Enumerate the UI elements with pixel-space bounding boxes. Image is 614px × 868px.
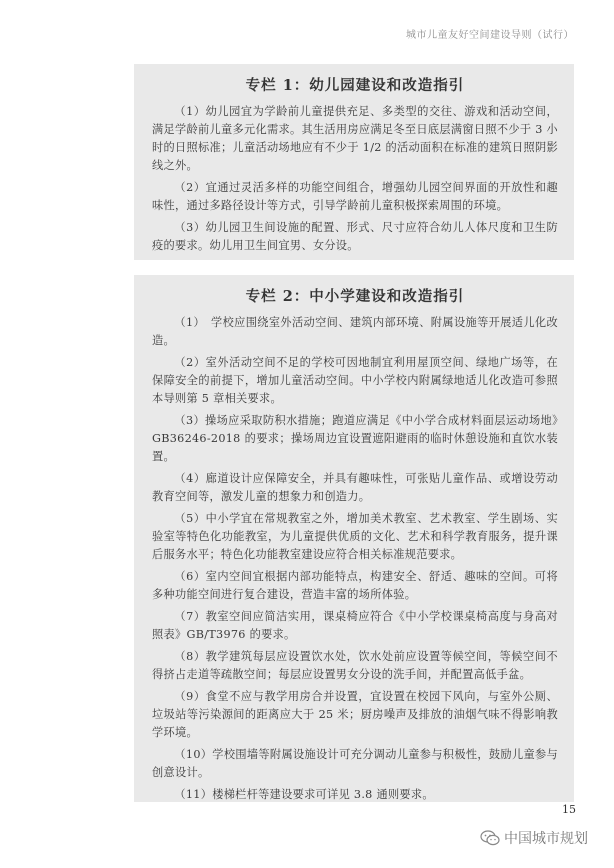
box-paragraph: （2）室外活动空间不足的学校可因地制宜利用屋顶空间、绿地广场等，在保障安全的前提下，增加儿童活动空间。中小学校内附属绿地适儿化改造可参照本导则第 5 章相关要求。: [152, 356, 558, 405]
box-paragraph: （9）食堂不应与教学用房合并设置，宜设置在校园下风向，与室外公厕、垃圾站等污染源间的距离应大于 25 米；厨房噪声及排放的油烟气味不得影响教学环境。: [152, 690, 558, 739]
box-paragraph: （3）操场应采取防积水措施；跑道应满足《中小学合成材料面层运动场地》GB36246-2018 的要求；操场周边宜设置遮阳避雨的临时休憩设施和直饮水装置。: [152, 414, 558, 463]
box-paragraph: （10）学校围墙等附属设施设计可充分调动儿童参与积极性，鼓励儿童参与创意设计。: [152, 748, 558, 779]
box-paragraph: （6）室内空间宜根据内部功能特点，构建安全、舒适、趣味的空间。可将多种功能空间进行复合建设，营造丰富的场所体验。: [152, 570, 558, 601]
running-header: 城市儿童友好空间建设导则（试行）: [406, 30, 574, 41]
box-paragraph: （1）幼儿园宜为学龄前儿童提供充足、多类型的交往、游戏和活动空间，满足学龄前儿童多元化需求。其生活用房应满足冬至日底层满窗日照不少于 3 小时的日照标准；儿童活动场地应有不少于 1/2 的活动面积在标准的建筑日照阴影线之外。: [152, 105, 558, 172]
wechat-icon: [480, 830, 500, 846]
sidebar-box-kindergarten: [134, 64, 574, 260]
watermark: [480, 828, 588, 848]
box-paragraph: （3）幼儿园卫生间设施的配置、形式、尺寸应符合幼儿人体尺度和卫生防疫的要求。幼儿用卫生间宜男、女分设。: [152, 221, 558, 252]
box-paragraph: （7）教室空间应简洁实用，课桌椅应符合《中小学校课桌椅高度与身高对照表》GB/T3976 的要求。: [152, 610, 558, 641]
box-paragraph: （5）中小学宜在常规教室之外，增加美术教室、艺术教室、学生剧场、实验室等特色化功能教室，为儿童提供优质的文化、艺术和科学教育服务，提升课后服务水平；特色化功能教室建设应符合相关标准规范要求。: [152, 512, 558, 561]
box-paragraph: （2）宜通过灵活多样的功能空间组合，增强幼儿园空间界面的开放性和趣味性，通过多路径设计等方式，引导学龄前儿童积极探索周围的环境。: [152, 181, 558, 212]
box-paragraph: （1） 学校应围绕室外活动空间、建筑内部环境、附属设施等开展适儿化改造。: [152, 316, 558, 347]
sidebar-box-school: [134, 275, 574, 802]
box-paragraph: （11）楼梯栏杆等建设要求可详见 3.8 通则要求。: [174, 788, 434, 801]
box-title: 专栏 2：中小学建设和改造指引: [245, 288, 465, 305]
box-paragraph: （4）廊道设计应保障安全，并具有趣味性，可张贴儿童作品、或增设劳动教育空间等，激发儿童的想象力和创造力。: [152, 472, 558, 503]
watermark-text: 中国城市规划: [504, 831, 588, 847]
box-title: 专栏 1：幼儿园建设和改造指引: [245, 77, 465, 94]
page-number: 15: [562, 803, 576, 816]
box-paragraph: （8）教学建筑每层应设置饮水处，饮水处前应设置等候空间，等候空间不得挤占走道等疏散空间；每层应设置男女分设的洗手间，并配置高低手盆。: [152, 650, 558, 681]
